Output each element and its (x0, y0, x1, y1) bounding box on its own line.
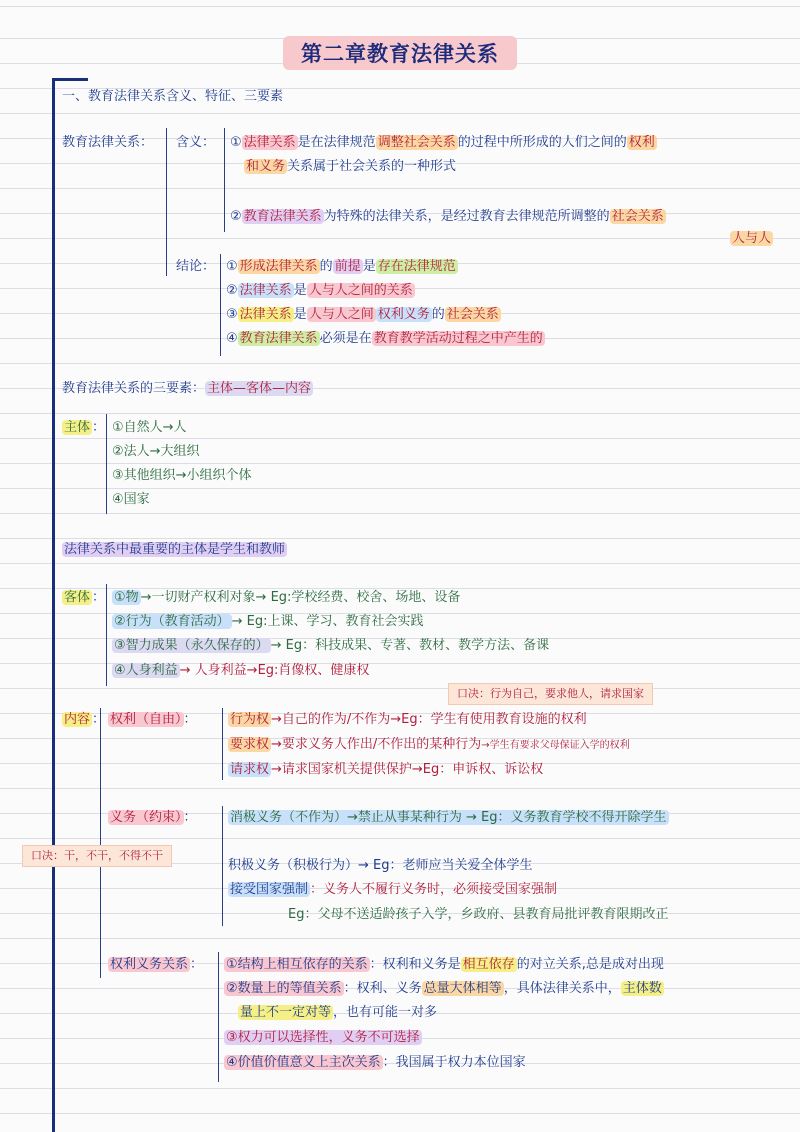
conclusion-label: 结论： (176, 259, 216, 274)
right-item-3: 请求权 →请求国家机关提供保护→Eg：申诉权、诉讼权 (230, 762, 544, 777)
object-item-4: ④人身利益 → 人身利益→Eg:肖像权、健康权 (114, 663, 370, 678)
right-item-1: 行为权 →自己的作为/不作为→Eg：学生有使用教育设施的权利 (230, 712, 587, 727)
duty-label: 义务（约束） ： (110, 810, 197, 825)
duty-mnemonic-note: 口决：干，不干，不得不干 (22, 845, 172, 867)
margin-line (52, 78, 55, 1132)
def-label: 教育法律关系： (62, 135, 154, 150)
rights-label: 权利（自由） ： (110, 712, 197, 727)
duty-bracket (222, 806, 223, 926)
three-elements: 教育法律关系的三要素： 主体—客体—内容 (62, 381, 312, 396)
def-para-1-cont: 和义务 关系属于社会关系的一种形式 (246, 159, 457, 174)
subject-item-1: ①自然人→人 (112, 420, 187, 435)
conclusion-item-3: ③ 法律关系 是 人与人之间 权利义务 的 社会关系 (226, 307, 499, 322)
relation-item-2: ②数量上的等值关系 ：权利、义务 总量大体相等 ，具体法律关系中， 主体数 (226, 981, 662, 996)
title-wrap (0, 36, 800, 70)
def-sub-label: 含义： (176, 135, 216, 150)
def-para-2-cont: 人与人 (732, 231, 772, 246)
relation-item-3: ③权力可以选择性，义务不可选择 (226, 1030, 420, 1045)
object-item-3: ③智力成果（永久保存的） → Eg：科技成果、专著、教材、教学方法、备课 (114, 638, 550, 653)
rights-mnemonic-note: 口决：行为自己，要求他人，请求国家 (448, 683, 653, 705)
margin-hook (52, 78, 88, 81)
duty-item-4: Eg：父母不送适龄孩子入学，乡政府、县教育局批评教育限期改正 (288, 907, 669, 922)
relation-label: 权利义务关系 ： (110, 957, 204, 972)
relation-bracket (218, 952, 219, 1082)
def-para-2: ② 教育法律关系 为特殊的法律关系，是经过教育去律规范所调整的 社会关系 (230, 209, 664, 224)
duty-item-1: 消极义务（不作为）→禁止从事某种行为 → Eg：义务教育学校不得开除学生 (230, 810, 667, 825)
def-sub-bracket (224, 128, 225, 232)
content-label: 内容 ： (64, 712, 106, 727)
page-title: 第二章教育法律关系 (283, 36, 517, 70)
duty-item-3: 接受国家强制 ：义务人不履行义务时，必须接受国家强制 (230, 882, 558, 897)
subject-bracket (106, 414, 107, 514)
conclusion-bracket (220, 254, 221, 356)
content-bracket (100, 708, 101, 978)
object-item-2: ②行为（教育活动） → Eg:上课、学习、教育社会实践 (114, 614, 424, 629)
conclusion-item-2: ② 法律关系 是 人与人之间的关系 (226, 283, 413, 298)
right-item-2: 要求权 →要求义务人作出/不作出的某种行为→学生有要求父母保证入学的权利 (230, 737, 630, 752)
relation-item-2-cont: 量上不一定对等 ，也有可能一对多 (240, 1005, 438, 1020)
subject-label: 主体 ： (64, 420, 106, 435)
key-subject: 法律关系中最重要的主体是学生和教师 (64, 542, 286, 557)
relation-item-1: ①结构上相互依存的关系 ：权利和义务是 相互依存 的对立关系,总是成对出现 (226, 957, 664, 972)
object-item-1: ①物 →一切财产权利对象→ Eg:学校经费、校舍、场地、设备 (114, 590, 461, 605)
relation-item-4: ④价值价值意义上主次关系 ：我国属于权力本位国家 (226, 1055, 526, 1070)
def-para-1: ① 法律关系 是在法律规范 调整社会关系 的过程中所形成的人们之间的 权利 (230, 135, 655, 150)
subject-item-3: ③其他组织→小组织个体 (112, 468, 252, 483)
section-heading: 一、教育法律关系含义、特征、三要素 (62, 89, 284, 104)
conclusion-item-4: ④ 教育法律关系 必须是在 教育教学活动过程之中产生的 (226, 331, 543, 346)
def-bracket (166, 128, 167, 276)
subject-item-2: ②法人→大组织 (112, 444, 200, 459)
subject-item-4: ④国家 (112, 492, 150, 507)
conclusion-item-1: ① 形成法律关系 的 前提 是 存在法律规范 (226, 259, 456, 274)
object-bracket (106, 584, 107, 686)
object-label: 客体 ： (64, 590, 106, 605)
rights-bracket (222, 708, 223, 780)
duty-item-2: 积极义务（积极行为）→ Eg：老师应当关爱全体学生 (228, 858, 533, 873)
